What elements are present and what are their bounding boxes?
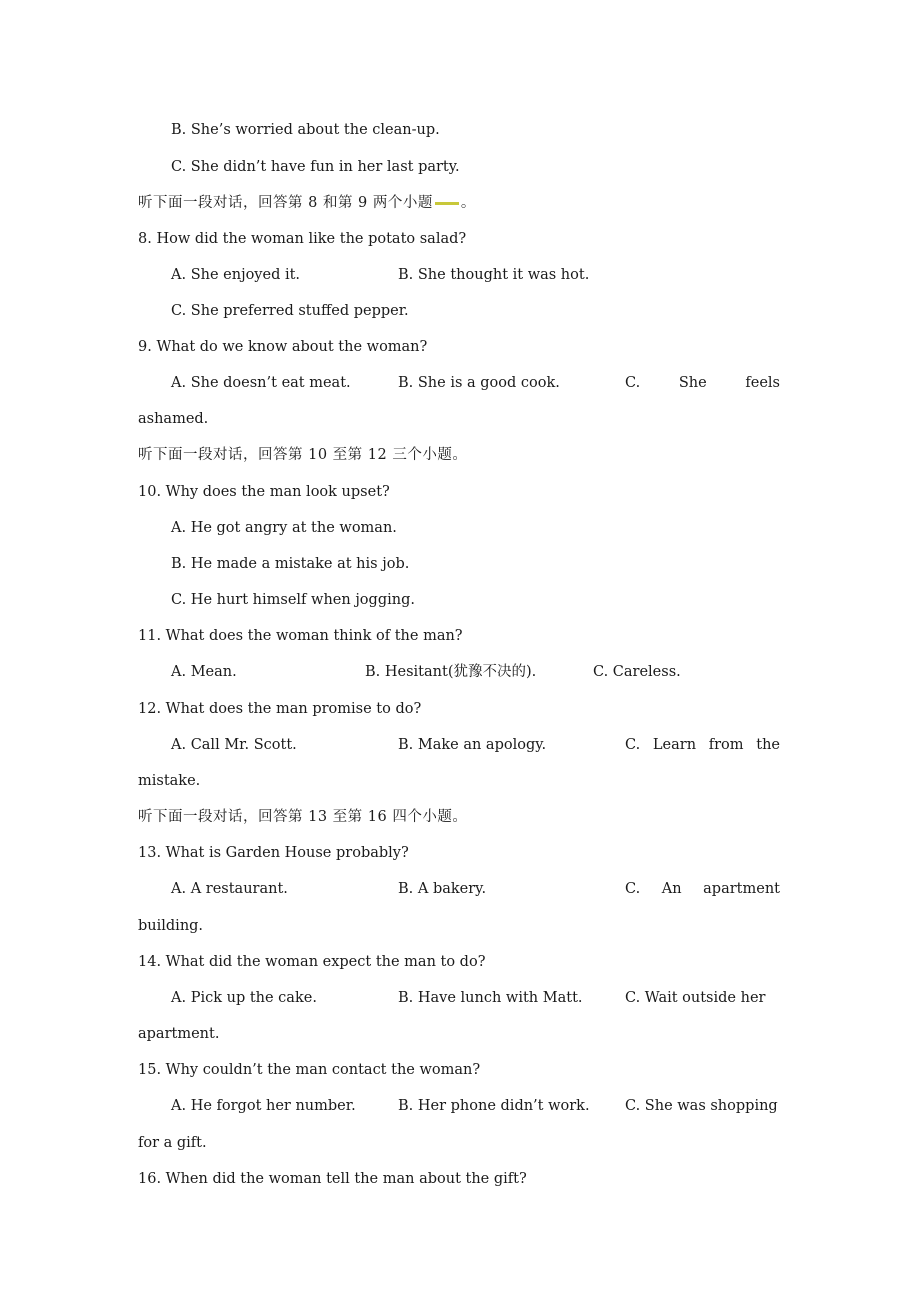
instruction-text: 听下面一段对话，回答第 8 和第 9 两个小题 [138,195,433,211]
question-12: 12. What does the man promise to do? [138,701,422,717]
q12-option-c-continued: mistake. [138,773,201,789]
q9-option-c-continued: ashamed. [138,411,209,427]
q12-option-c-word: Learn [652,737,697,753]
q9-option-a: A. She doesn’t eat meat. [171,375,351,391]
q12-option-a: A. Call Mr. Scott. [171,737,297,753]
section-instruction-13-16: 听下面一段对话，回答第 13 至第 16 四个小题。 [138,809,468,825]
question-8: 8. How did the woman like the potato salad? [138,231,467,247]
section-instruction-8-9 [138,193,476,213]
question-15: 15. Why couldn’t the man contact the woman? [138,1062,481,1078]
q13-option-c-continued: building. [138,918,204,934]
q12-option-c-word: the [756,737,780,753]
section-instruction-10-12: 听下面一段对话，回答第 10 至第 12 三个小题。 [138,447,468,463]
question-16: 16. When did the woman tell the man about the gift? [138,1171,527,1187]
q10-option-b: B. He made a mistake at his job. [171,556,410,572]
q12-option-b: B. Make an apology. [398,737,547,753]
q9-option-c [625,373,780,393]
q8-option-b: B. She thought it was hot. [398,267,590,283]
q8-option-a: A. She enjoyed it. [171,267,301,283]
q9-option-c-word: She [678,375,707,391]
q11-option-b: B. Hesitant(犹豫不决的). [365,664,537,680]
q14-option-c: C. Wait outside her [625,990,766,1006]
question-13: 13. What is Garden House probably? [138,845,409,861]
q13-option-c-word: An [661,881,682,897]
q12-option-c [625,735,780,755]
q12-option-c-letter: C. [625,737,641,753]
question-11: 11. What does the woman think of the man? [138,628,463,644]
q13-option-b: B. A bakery. [398,881,487,897]
q13-option-a: A. A restaurant. [171,881,288,897]
q15-option-b: B. Her phone didn’t work. [398,1098,590,1114]
q8-option-c: C. She preferred stuffed pepper. [171,303,409,319]
q14-option-a: A. Pick up the cake. [171,990,317,1006]
q13-option-c-letter: C. [625,881,641,897]
q14-option-b: B. Have lunch with Matt. [398,990,583,1006]
q15-option-c-continued: for a gift. [138,1135,207,1151]
question-9: 9. What do we know about the woman? [138,339,428,355]
highlight-mark [435,202,459,205]
question-10: 10. Why does the man look upset? [138,484,390,500]
q7-option-c: C. She didn’t have fun in her last party. [171,159,460,175]
q15-option-a: A. He forgot her number. [171,1098,356,1114]
q13-option-c [625,879,780,899]
q12-option-c-word: from [708,737,744,753]
q11-option-a: A. Mean. [171,664,237,680]
q9-option-c-letter: C. [625,375,641,391]
q11-option-c: C. Careless. [593,664,681,680]
q14-option-c-continued: apartment. [138,1026,220,1042]
q9-option-c-word: feels [745,375,780,391]
q10-option-a: A. He got angry at the woman. [171,520,397,536]
q10-option-c: C. He hurt himself when jogging. [171,592,415,608]
instruction-end: 。 [460,195,476,211]
q13-option-c-word: apartment [703,881,780,897]
question-14: 14. What did the woman expect the man to do? [138,954,486,970]
q7-option-b: B. She’s worried about the clean-up. [171,122,440,138]
q15-option-c: C. She was shopping [625,1098,778,1114]
q9-option-b: B. She is a good cook. [398,375,560,391]
